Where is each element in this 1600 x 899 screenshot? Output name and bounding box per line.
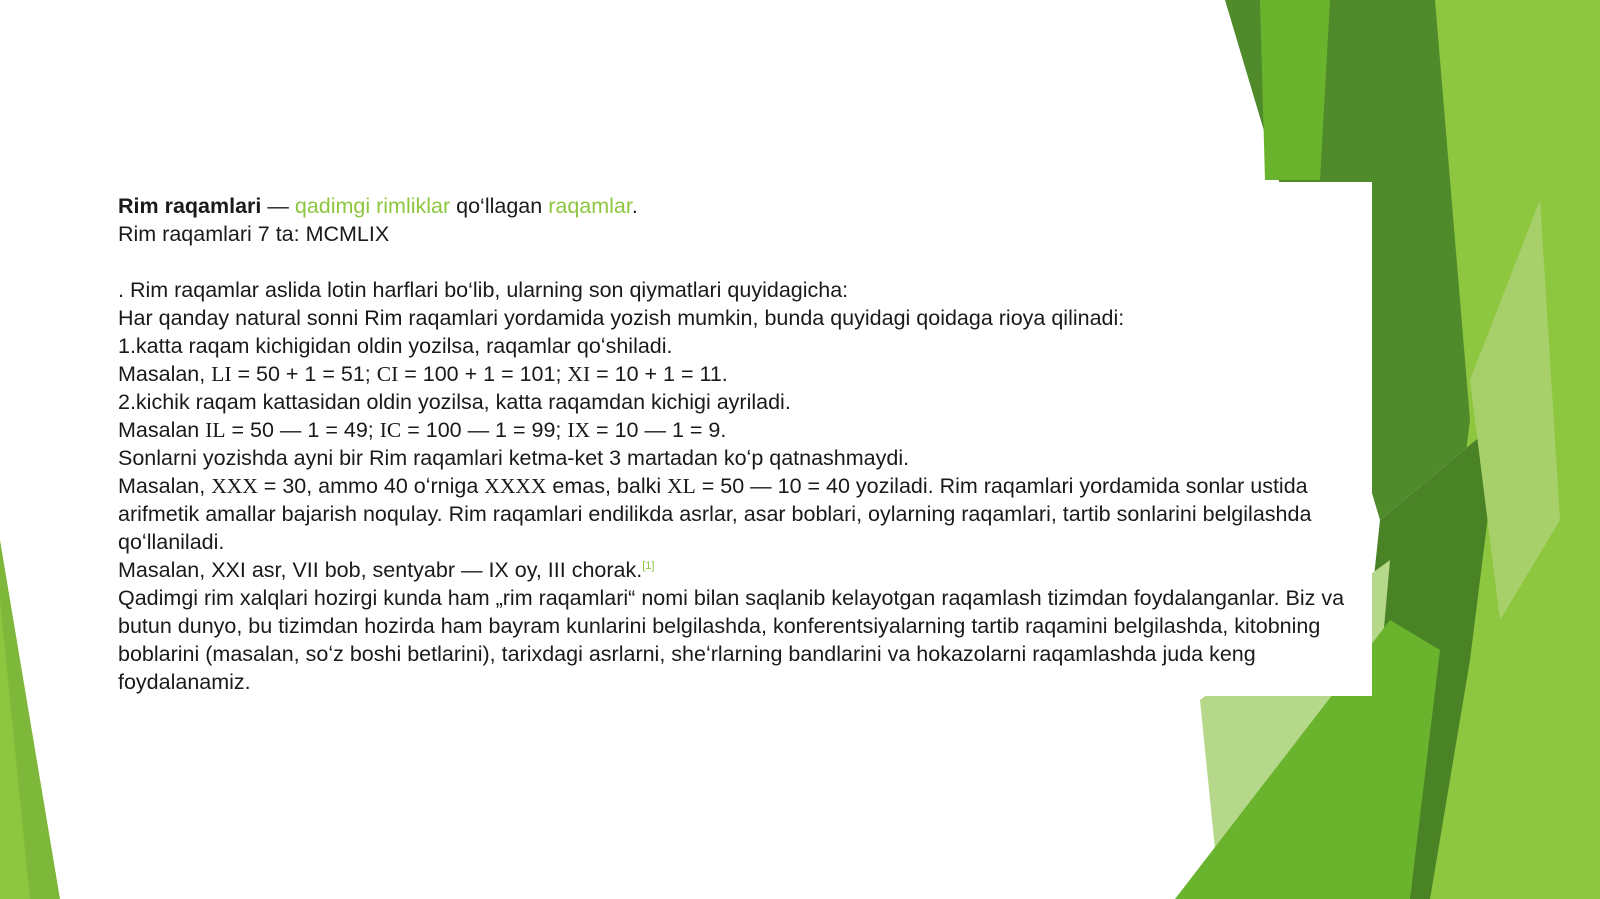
heading-line: Rim raqamlari — qadimgi rimliklar qo‘llagan raqamlar. <box>118 194 638 218</box>
example-2: Masalan IL = 50 — 1 = 49; IC = 100 — 1 = 99; IX = 10 — 1 = 9. <box>118 418 727 442</box>
example-1: Masalan, LI = 50 + 1 = 51; CI = 100 + 1 = 101; XI = 10 + 1 = 11. <box>118 362 728 386</box>
latin-letters-line: . Rim raqamlar aslida lotin harflari bo‘lib, ularning son qiymatlari quyidagicha: <box>118 278 849 302</box>
numeral-count-line: Rim raqamlari 7 ta: MCMLIX <box>118 222 390 246</box>
rule-1: 1.katta raqam kichigidan oldin yozilsa, raqamlar qoʻshiladi. <box>118 334 673 358</box>
closing-paragraph: Qadimgi rim xalqlari hozirgi kunda ham „rim raqamlari“ nomi bilan saqlanib kelayotgan raqamlash tizimdan foydalanganlar. Biz va butun dunyo, bu tizimdan hozirda ham bayram kunlarini belgilashda, konferentsiyalarning tartib raqamini belgilashda, kitobning boblarini (masalan, soʻz boshi betlarini), tarixdagi asrlarni, sheʻrlarning bandlarini va hokazolarni raqamlashda juda keng foydalanamiz. <box>118 586 1345 694</box>
article-text <box>118 192 1368 696</box>
link-numerals[interactable]: raqamlar <box>548 194 632 218</box>
term-bold: Rim raqamlari <box>118 194 262 218</box>
reference-link[interactable]: [1] <box>642 559 655 572</box>
green-facet-mid-top <box>1260 0 1330 180</box>
example-3: Masalan, XXX = 30, ammo 40 oʻrniga XXXX emas, balki XL = 50 — 10 = 40 yoziladi. Rim raqamlari yordamida sonlar ustida arifmetik amallar bajarish noqulay. Rim raqamlari endilikda asrlar, asar boblari, oylarning raqamlari, tartib sonlarini belgilashda qoʻllaniladi. <box>118 474 1312 554</box>
example-4: Masalan, XXI asr, VII bob, sentyabr — IX oy, III chorak.[1] <box>118 558 655 582</box>
rule-2: 2.kichik raqam kattasidan oldin yozilsa, katta raqamdan kichigi ayriladi. <box>118 390 791 414</box>
rule-intro-line: Har qanday natural sonni Rim raqamlari yordamida yozish mumkin, bunda quyidagi qoidaga rioya qilinadi: <box>118 306 1125 330</box>
link-ancient-romans[interactable]: qadimgi rimliklar <box>294 194 451 218</box>
rule-3: Sonlarni yozishda ayni bir Rim raqamlari ketma-ket 3 martadan koʻp qatnashmaydi. <box>118 446 910 470</box>
blank-line <box>118 248 1368 276</box>
